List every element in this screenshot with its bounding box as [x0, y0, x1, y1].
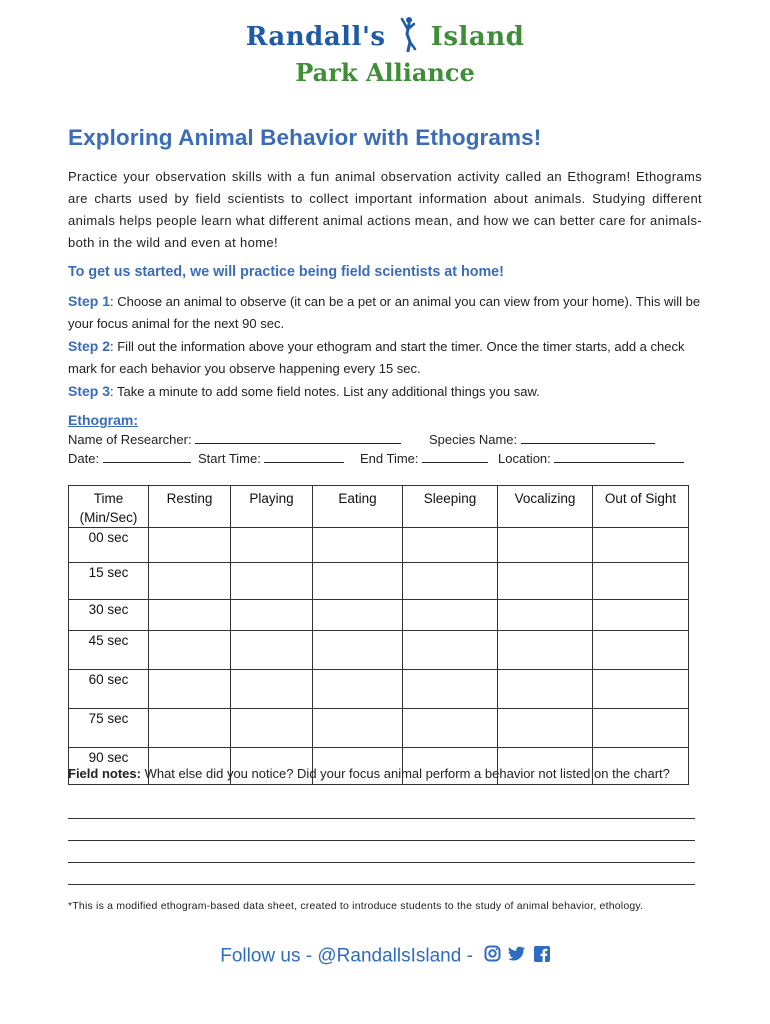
step-3 — [68, 380, 702, 403]
check-cell[interactable] — [403, 600, 498, 631]
behavior-header-playing: Playing — [231, 486, 313, 528]
start-time-blank[interactable] — [264, 449, 344, 463]
follow-text: Follow us - @RandallsIsland - — [220, 945, 473, 967]
time-cell: 00 sec — [69, 528, 149, 563]
note-line[interactable] — [68, 884, 695, 885]
check-cell[interactable] — [593, 631, 689, 670]
behavior-header-eating: Eating — [313, 486, 403, 528]
check-cell[interactable] — [231, 670, 313, 709]
end-time-blank[interactable] — [422, 449, 488, 463]
section-subheading: To get us started, we will practice being field scientists at home! — [68, 264, 504, 280]
ethogram-table — [68, 485, 689, 785]
check-cell[interactable] — [593, 709, 689, 748]
check-cell[interactable] — [149, 631, 231, 670]
twitter-icon[interactable] — [508, 946, 526, 968]
check-cell[interactable] — [231, 600, 313, 631]
ethogram-row — [69, 631, 689, 670]
check-cell[interactable] — [313, 563, 403, 600]
time-column-header — [69, 486, 149, 528]
researcher-name-label: Name of Researcher: — [68, 432, 192, 447]
note-line[interactable] — [68, 818, 695, 819]
intro-paragraph: Practice your observation skills with a fun animal observation activity called an Ethogram! Ethograms are charts used by field scientists to collect important information about animals. Studying different animals helps people learn what different animal actions mean, and how we can better care for animals- both in the wild and even at home! — [68, 169, 702, 250]
logo-bottom-line: Park Alliance — [295, 58, 475, 87]
check-cell[interactable] — [403, 528, 498, 563]
check-cell[interactable] — [403, 709, 498, 748]
check-cell[interactable] — [313, 670, 403, 709]
logo-top-line — [0, 22, 770, 59]
ethogram-row — [69, 709, 689, 748]
time-header-line1: Time — [93, 491, 124, 506]
check-cell[interactable] — [313, 528, 403, 563]
start-time-label: Start Time: — [198, 451, 261, 466]
check-cell[interactable] — [498, 600, 593, 631]
field-notes — [68, 764, 698, 784]
steps-list — [68, 290, 702, 403]
logo-word-randalls: Randall's — [245, 22, 386, 52]
check-cell[interactable] — [149, 563, 231, 600]
start-time-field — [198, 449, 344, 468]
date-field — [68, 449, 191, 468]
step-2-label: Step 2 — [68, 338, 111, 354]
check-cell[interactable] — [313, 600, 403, 631]
step-3-text: : Take a minute to add some field notes. List any additional things you saw. — [110, 384, 540, 399]
facebook-icon[interactable] — [534, 946, 550, 968]
check-cell[interactable] — [149, 670, 231, 709]
step-2 — [68, 335, 702, 380]
note-line[interactable] — [68, 840, 695, 841]
check-cell[interactable] — [231, 631, 313, 670]
step-1 — [68, 290, 702, 335]
check-cell[interactable] — [149, 600, 231, 631]
check-cell[interactable] — [313, 709, 403, 748]
page-title: Exploring Animal Behavior with Ethograms! — [68, 125, 542, 150]
time-cell: 75 sec — [69, 709, 149, 748]
check-cell[interactable] — [498, 528, 593, 563]
date-label: Date: — [68, 451, 100, 466]
step-2-text: : Fill out the information above your ethogram and start the timer. Once the timer starts, add a check mark for each behavior you observe happening every 15 sec. — [68, 339, 685, 376]
check-cell[interactable] — [313, 631, 403, 670]
species-name-field — [429, 430, 655, 449]
check-cell[interactable] — [593, 600, 689, 631]
ethogram-title: Ethogram: — [68, 412, 138, 428]
check-cell[interactable] — [498, 670, 593, 709]
behavior-header-out-of-sight: Out of Sight — [593, 486, 689, 528]
behavior-header-resting: Resting — [149, 486, 231, 528]
end-time-label: End Time: — [360, 451, 419, 466]
ethogram-row — [69, 600, 689, 631]
ethogram-header-row — [69, 486, 689, 528]
field-notes-label: Field notes: — [68, 766, 141, 781]
footnote: *This is a modified ethogram-based data sheet, created to introduce students to the study of animal behavior, ethology. — [68, 900, 644, 912]
follow-us — [0, 945, 770, 968]
location-blank[interactable] — [554, 449, 684, 463]
check-cell[interactable] — [498, 709, 593, 748]
check-cell[interactable] — [403, 631, 498, 670]
location-label: Location: — [498, 451, 551, 466]
check-cell[interactable] — [593, 563, 689, 600]
step-3-label: Step 3 — [68, 383, 111, 399]
step-1-text: : Choose an animal to observe (it can be a pet or an animal you can view from your home). This will be your focus animal for the next 90 sec. — [68, 294, 701, 331]
check-cell[interactable] — [403, 670, 498, 709]
instagram-icon[interactable] — [484, 945, 501, 968]
ethogram-row — [69, 528, 689, 563]
check-cell[interactable] — [593, 528, 689, 563]
time-cell: 15 sec — [69, 563, 149, 600]
behavior-header-vocalizing: Vocalizing — [498, 486, 593, 528]
time-cell: 60 sec — [69, 670, 149, 709]
ethogram-row — [69, 563, 689, 600]
field-notes-prompt: What else did you notice? Did your focus animal perform a behavior not listed on the chart? — [140, 766, 670, 781]
time-cell: 45 sec — [69, 631, 149, 670]
date-blank[interactable] — [103, 449, 191, 463]
check-cell[interactable] — [149, 709, 231, 748]
researcher-name-field — [68, 430, 401, 449]
logo-word-island: Island — [430, 22, 525, 52]
check-cell[interactable] — [593, 670, 689, 709]
ethogram-row — [69, 670, 689, 709]
check-cell[interactable] — [498, 631, 593, 670]
time-cell: 90 sec — [69, 748, 149, 785]
note-line[interactable] — [68, 862, 695, 863]
end-time-field — [360, 449, 488, 468]
step-1-label: Step 1 — [68, 293, 111, 309]
logo — [0, 22, 770, 87]
social-icons — [482, 945, 550, 968]
behavior-header-sleeping: Sleeping — [403, 486, 498, 528]
check-cell[interactable] — [149, 528, 231, 563]
location-field — [498, 449, 684, 468]
researcher-name-blank[interactable] — [195, 430, 401, 444]
time-cell: 30 sec — [69, 600, 149, 631]
check-cell[interactable] — [498, 563, 593, 600]
check-cell[interactable] — [403, 563, 498, 600]
species-name-blank[interactable] — [521, 430, 655, 444]
check-cell[interactable] — [231, 528, 313, 563]
check-cell[interactable] — [231, 563, 313, 600]
species-name-label: Species Name: — [429, 432, 518, 447]
runner-figure-icon — [398, 16, 418, 59]
check-cell[interactable] — [231, 709, 313, 748]
time-header-line2: (Min/Sec) — [79, 510, 138, 525]
